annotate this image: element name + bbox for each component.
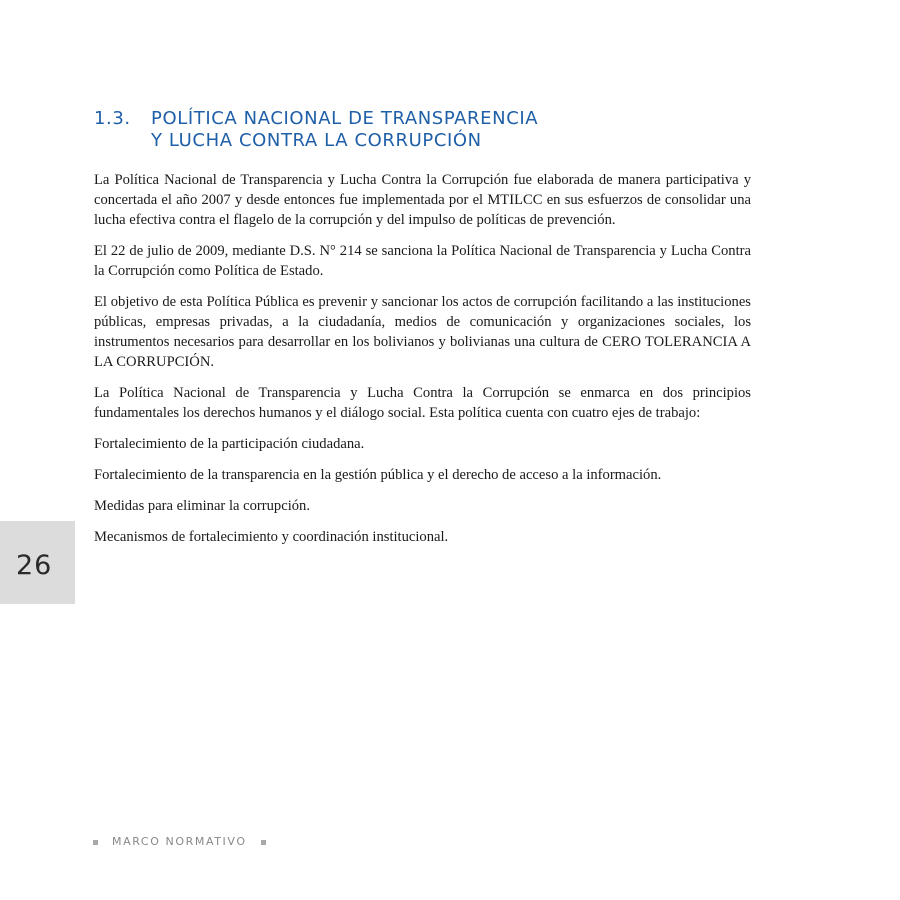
paragraph-decree: El 22 de julio de 2009, mediante D.S. N° 214 se sanciona la Política Nacional de Transparencia y Lucha Contra la Corrupción como Política de Estado. — [94, 243, 751, 279]
body-text — [94, 170, 751, 558]
axis-item-3: Medidas para eliminar la corrupción. — [94, 498, 310, 514]
axis-item-4: Mecanismos de fortalecimiento y coordinación institucional. — [94, 529, 449, 545]
paragraph-objective: El objetivo de esta Política Pública es prevenir y sancionar los actos de corrupción facilitando a las instituciones públicas, empresas privadas, a la ciudadanía, medios de comunicación y organizaciones sociales, los instrumentos necesarios para desarrollar en los bolivianos y bolivianas una cultura de CERO TOLERANCIA A LA CORRUPCIÓN. — [94, 294, 751, 370]
footer-square-icon-left — [93, 840, 98, 845]
section-title-line-1: POLÍTICA NACIONAL DE TRANSPARENCIA — [151, 108, 539, 129]
paragraph-intro: La Política Nacional de Transparencia y Lucha Contra la Corrupción fue elaborada de manera participativa y concertada el año 2007 y desde entonces fue implementada por el MTILCC en sus esfuerzos de consolidar una lucha efectiva contra el flagelo de la corrupción y del impulso de políticas de prevención. — [94, 172, 751, 228]
section-heading — [94, 108, 754, 152]
axis-item-1: Fortalecimiento de la participación ciudadana. — [94, 436, 365, 452]
axis-item-2: Fortalecimiento de la transparencia en la gestión pública y el derecho de acceso a la información. — [94, 467, 662, 483]
section-number: 1.3. — [94, 108, 131, 129]
paragraph-principles: La Política Nacional de Transparencia y Lucha Contra la Corrupción se enmarca en dos principios fundamentales los derechos humanos y el diálogo social. Esta política cuenta con cuatro ejes de trabajo: — [94, 385, 751, 421]
footer — [93, 835, 266, 849]
page-number: 26 — [16, 550, 53, 581]
footer-section-label: MARCO NORMATIVO — [112, 835, 247, 848]
section-title — [151, 108, 754, 152]
section-title-line-2: Y LUCHA CONTRA LA CORRUPCIÓN — [151, 130, 482, 151]
footer-square-icon-right — [261, 840, 266, 845]
